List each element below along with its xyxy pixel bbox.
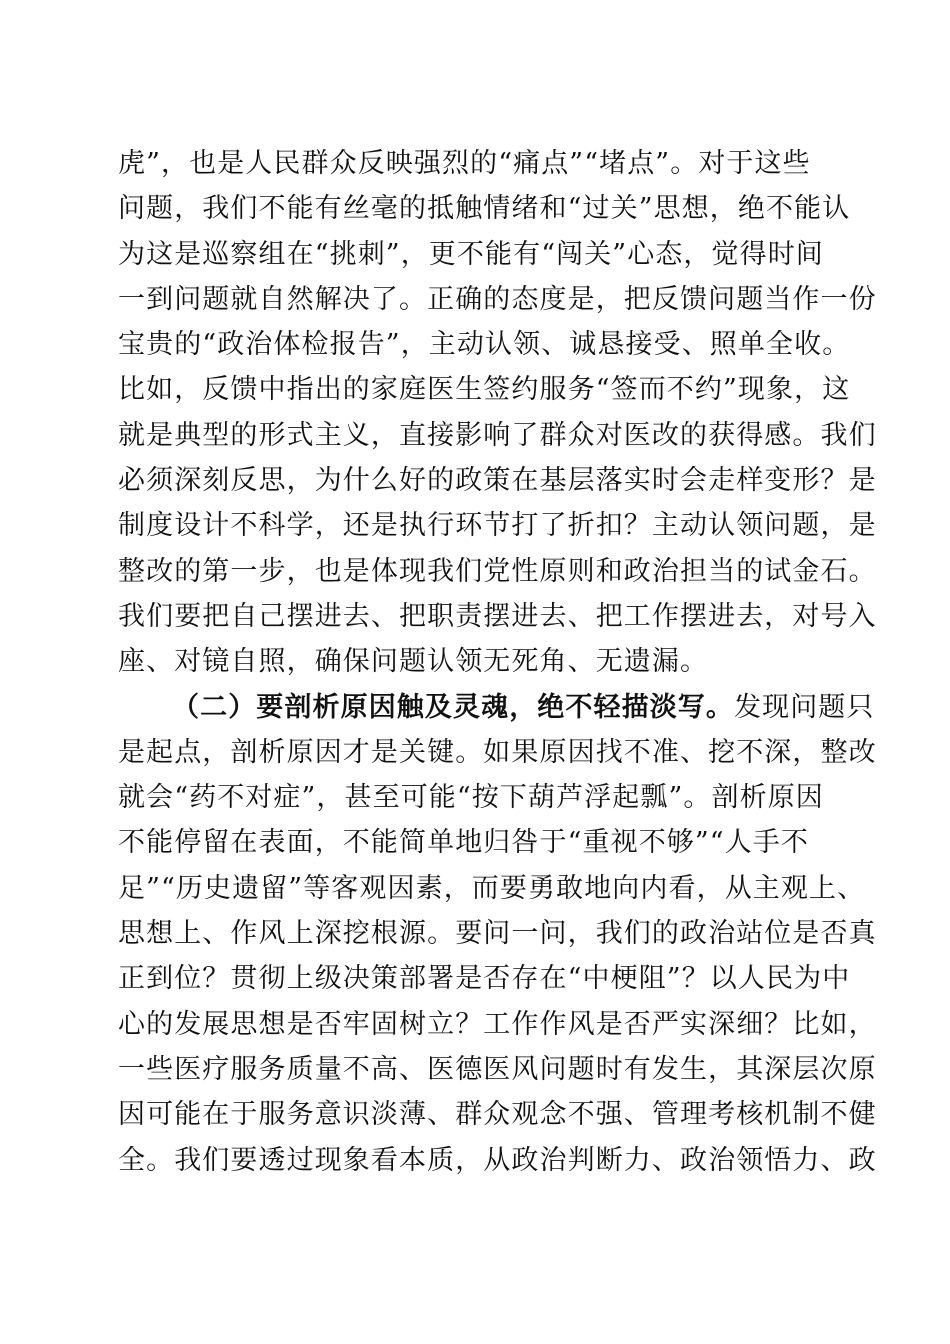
text-line: 宝贵的“政治体检报告”，主动认领、诚恳接受、照单全收。 <box>118 329 851 361</box>
text-line: 虎”，也是人民群众反映强烈的“痛点”“堵点”。对于这些 <box>118 148 811 179</box>
text-line: 全。我们要透过现象看本质，从政治判断力、政治领悟力、政 <box>118 1144 877 1176</box>
section-heading: （二）要剖析原因触及灵魂，绝不轻描淡写。 <box>172 691 734 723</box>
text-line: 为这是巡察组在“挑刺”，更不能有“闯关”心态，觉得时间 <box>118 238 824 270</box>
text-line: 问题，我们不能有丝毫的抵触情绪和“过关”思想，绝不能认 <box>118 193 851 225</box>
text-line: 必须深刻反思，为什么好的政策在基层落实时会走样变形？是 <box>118 465 877 497</box>
text-line: 整改的第一步，也是体现我们党性原则和政治担当的试金石。 <box>118 555 877 587</box>
text-line: 一些医疗服务质量不高、医德医风问题时有发生，其深层次原 <box>118 1053 877 1085</box>
document-body <box>118 141 877 1183</box>
text-line: 比如，反馈中指出的家庭医生签约服务“签而不约”现象，这 <box>118 374 851 406</box>
text-line: 就会“药不对症”，甚至可能“按下葫芦浮起瓢”。剖析原因 <box>118 782 824 814</box>
text-line: 心的发展思想是否牢固树立？工作作风是否严实深细？比如， <box>118 1008 877 1040</box>
text-line: 一到问题就自然解决了。正确的态度是，把反馈问题当作一份 <box>118 283 877 315</box>
text-line: 不能停留在表面，不能简单地归咎于“重视不够”“人手不 <box>118 827 810 859</box>
text-line: 我们要把自己摆进去、把职责摆进去、把工作摆进去，对号入 <box>118 600 877 632</box>
section-first-line-tail: 发现问题只 <box>734 691 875 723</box>
text-line: 制度设计不科学，还是执行环节打了折扣？主动认领问题，是 <box>118 510 877 542</box>
text-line: 就是典型的形式主义，直接影响了群众对医改的获得感。我们 <box>118 419 877 451</box>
section-heading-line <box>118 685 875 730</box>
text-line: 因可能在于服务意识淡薄、群众观念不强、管理考核机制不健 <box>118 1099 877 1131</box>
text-line: 足”“历史遗留”等客观因素，而要勇敢地向内看，从主观上、 <box>118 872 866 904</box>
text-line: 座、对镜自照，确保问题认领无死角、无遗漏。 <box>118 646 709 678</box>
text-line: 是起点，剖析原因才是关键。如果原因找不准、挖不深，整改 <box>118 736 877 768</box>
text-line: 正到位？贯彻上级决策部署是否存在“中梗阻”？以人民为中 <box>118 963 851 995</box>
text-line: 思想上、作风上深挖根源。要问一问，我们的政治站位是否真 <box>118 918 877 950</box>
